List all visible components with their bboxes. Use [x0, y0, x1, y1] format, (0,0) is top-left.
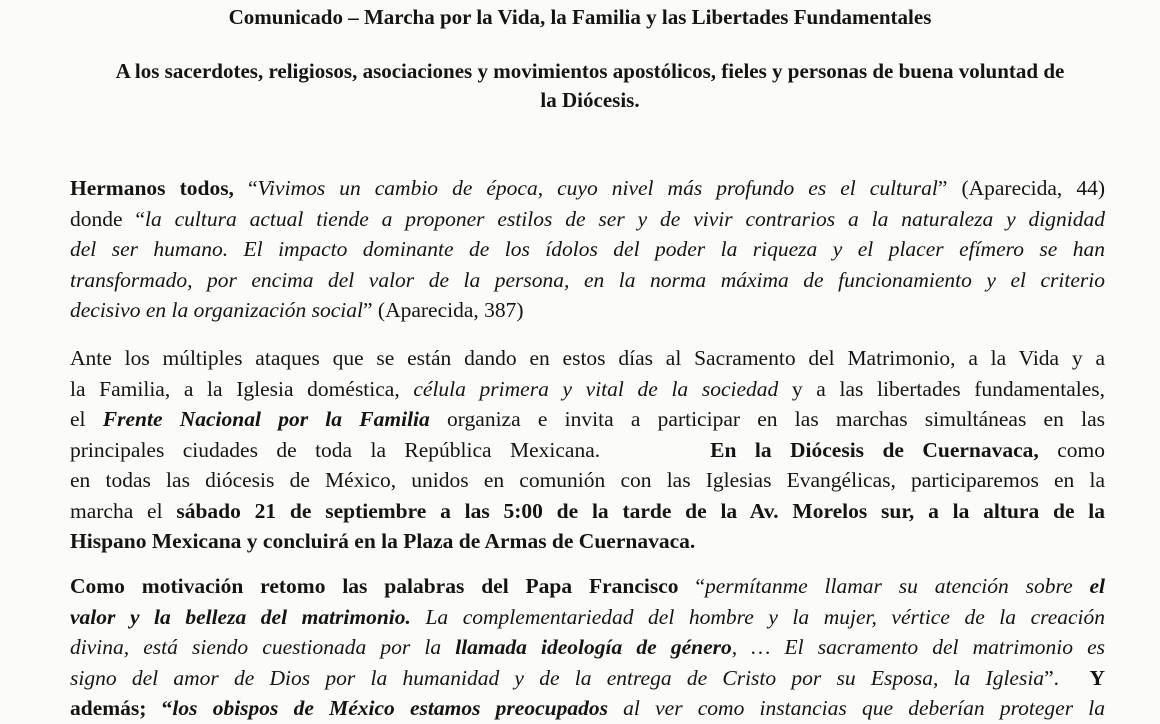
emphasis-text: valor y la belleza del matrimonio. [70, 604, 411, 629]
text-span: Y [1089, 665, 1105, 690]
text-span: “ [233, 176, 258, 200]
text-span: y a las libertades fundamentales, [778, 376, 1105, 401]
text-line [70, 663, 1105, 694]
paragraph-motivation [70, 571, 1105, 724]
document-title: Comunicado – Marcha por la Vida, la Familia y las Libertades Fundamentales [228, 5, 932, 29]
emphasis-text: el [1089, 574, 1106, 598]
lead-text: Como motivación retomo las palabras del Papa Francisco [70, 574, 679, 598]
emphasis-text: los obispos de México estamos preocupados [172, 696, 608, 720]
quote-text: La complementariedad del hombre y la mujer, vértice de la creación [410, 604, 1105, 629]
emphasis-text: célula primera y vital de la sociedad [413, 376, 779, 401]
text-span: ”. [1044, 665, 1059, 690]
greeting-text: Hermanos todos, [70, 176, 234, 200]
document-addressees: A los sacerdotes, religiosos, asociaciones y movimientos apostólicos, fieles y personas de buena voluntad de la Diócesis. [115, 59, 1065, 112]
text-line: Ante los múltiples ataques que se están dando en estos días al Sacramento del Matrimonio, a la Vida y a [70, 346, 1105, 370]
organization-name: Frente Nacional por la Familia [102, 407, 430, 431]
diocese-name: En la Diócesis de Cuernavaca, [710, 437, 1039, 462]
quote-text: decisivo en la organización social [70, 298, 363, 322]
emphasis-text: llamada ideología de género [455, 635, 732, 659]
citation-text: ” (Aparecida, 44) [937, 176, 1106, 200]
paragraph-greeting [70, 173, 1105, 326]
quote-line: del ser humano. El impacto dominante de los ídolos del poder la riqueza y el placer efímero se han [70, 237, 1105, 261]
quote-text: , … El sacramento del matrimonio es [731, 635, 1106, 659]
text-span: el [70, 407, 103, 431]
quote-line: transformado, por encima del valor de la persona, en la norma máxima de funcionamiento y el criterio [70, 267, 1105, 292]
text-line [70, 693, 1105, 724]
quote-text: divina, está siendo cuestionada por la [70, 635, 456, 659]
text-line: en todas las diócesis de México, unidos en comunión con las Iglesias Evangélicas, participaremos en la [70, 468, 1105, 492]
text-line [70, 602, 1105, 633]
text-span: como [1038, 437, 1105, 462]
event-details: sábado 21 de septiembre a las 5:00 de la tarde de la Av. Morelos sur, a la altura de la [176, 498, 1106, 523]
text-line [70, 374, 1105, 405]
text-line [70, 173, 1105, 204]
text-span: donde “ [70, 206, 145, 231]
citation-text: ” (Aparecida, 387) [363, 298, 524, 322]
quote-text: permítanme llamar su atención sobre [704, 574, 1090, 598]
text-line [70, 632, 1105, 663]
text-span: principales ciudades de toda la República Mexicana. [70, 437, 601, 462]
text-span: “ [678, 574, 705, 598]
paragraph-announcement [70, 343, 1105, 557]
text-line [70, 204, 1105, 235]
text-span: organiza e invita a participar en las marchas simultáneas en las [429, 407, 1105, 431]
text-span: marcha el [70, 498, 177, 523]
quote-text: Vivimos un cambio de época, cuyo nivel más profundo es el cultural [257, 176, 938, 200]
text-line [70, 404, 1105, 435]
quote-text: al ver como instancias que deberían proteger la [607, 696, 1105, 720]
quote-text: la cultura actual tiende a proponer estilos de ser y de vivir contrarios a la naturaleza y dignidad [144, 206, 1105, 231]
text-line [70, 496, 1105, 527]
quote-text: signo del amor de Dios por la humanidad y de la entrega de Cristo por su Esposa, la Iglesia [70, 665, 1045, 690]
text-line [70, 571, 1105, 602]
text-line [70, 435, 1105, 466]
lead-text: además; “ [70, 696, 173, 720]
text-line [70, 295, 1105, 326]
text-span: la Familia, a la Iglesia doméstica, [70, 376, 414, 401]
event-details: Hispano Mexicana y concluirá en la Plaza de Armas de Cuernavaca. [70, 529, 696, 553]
